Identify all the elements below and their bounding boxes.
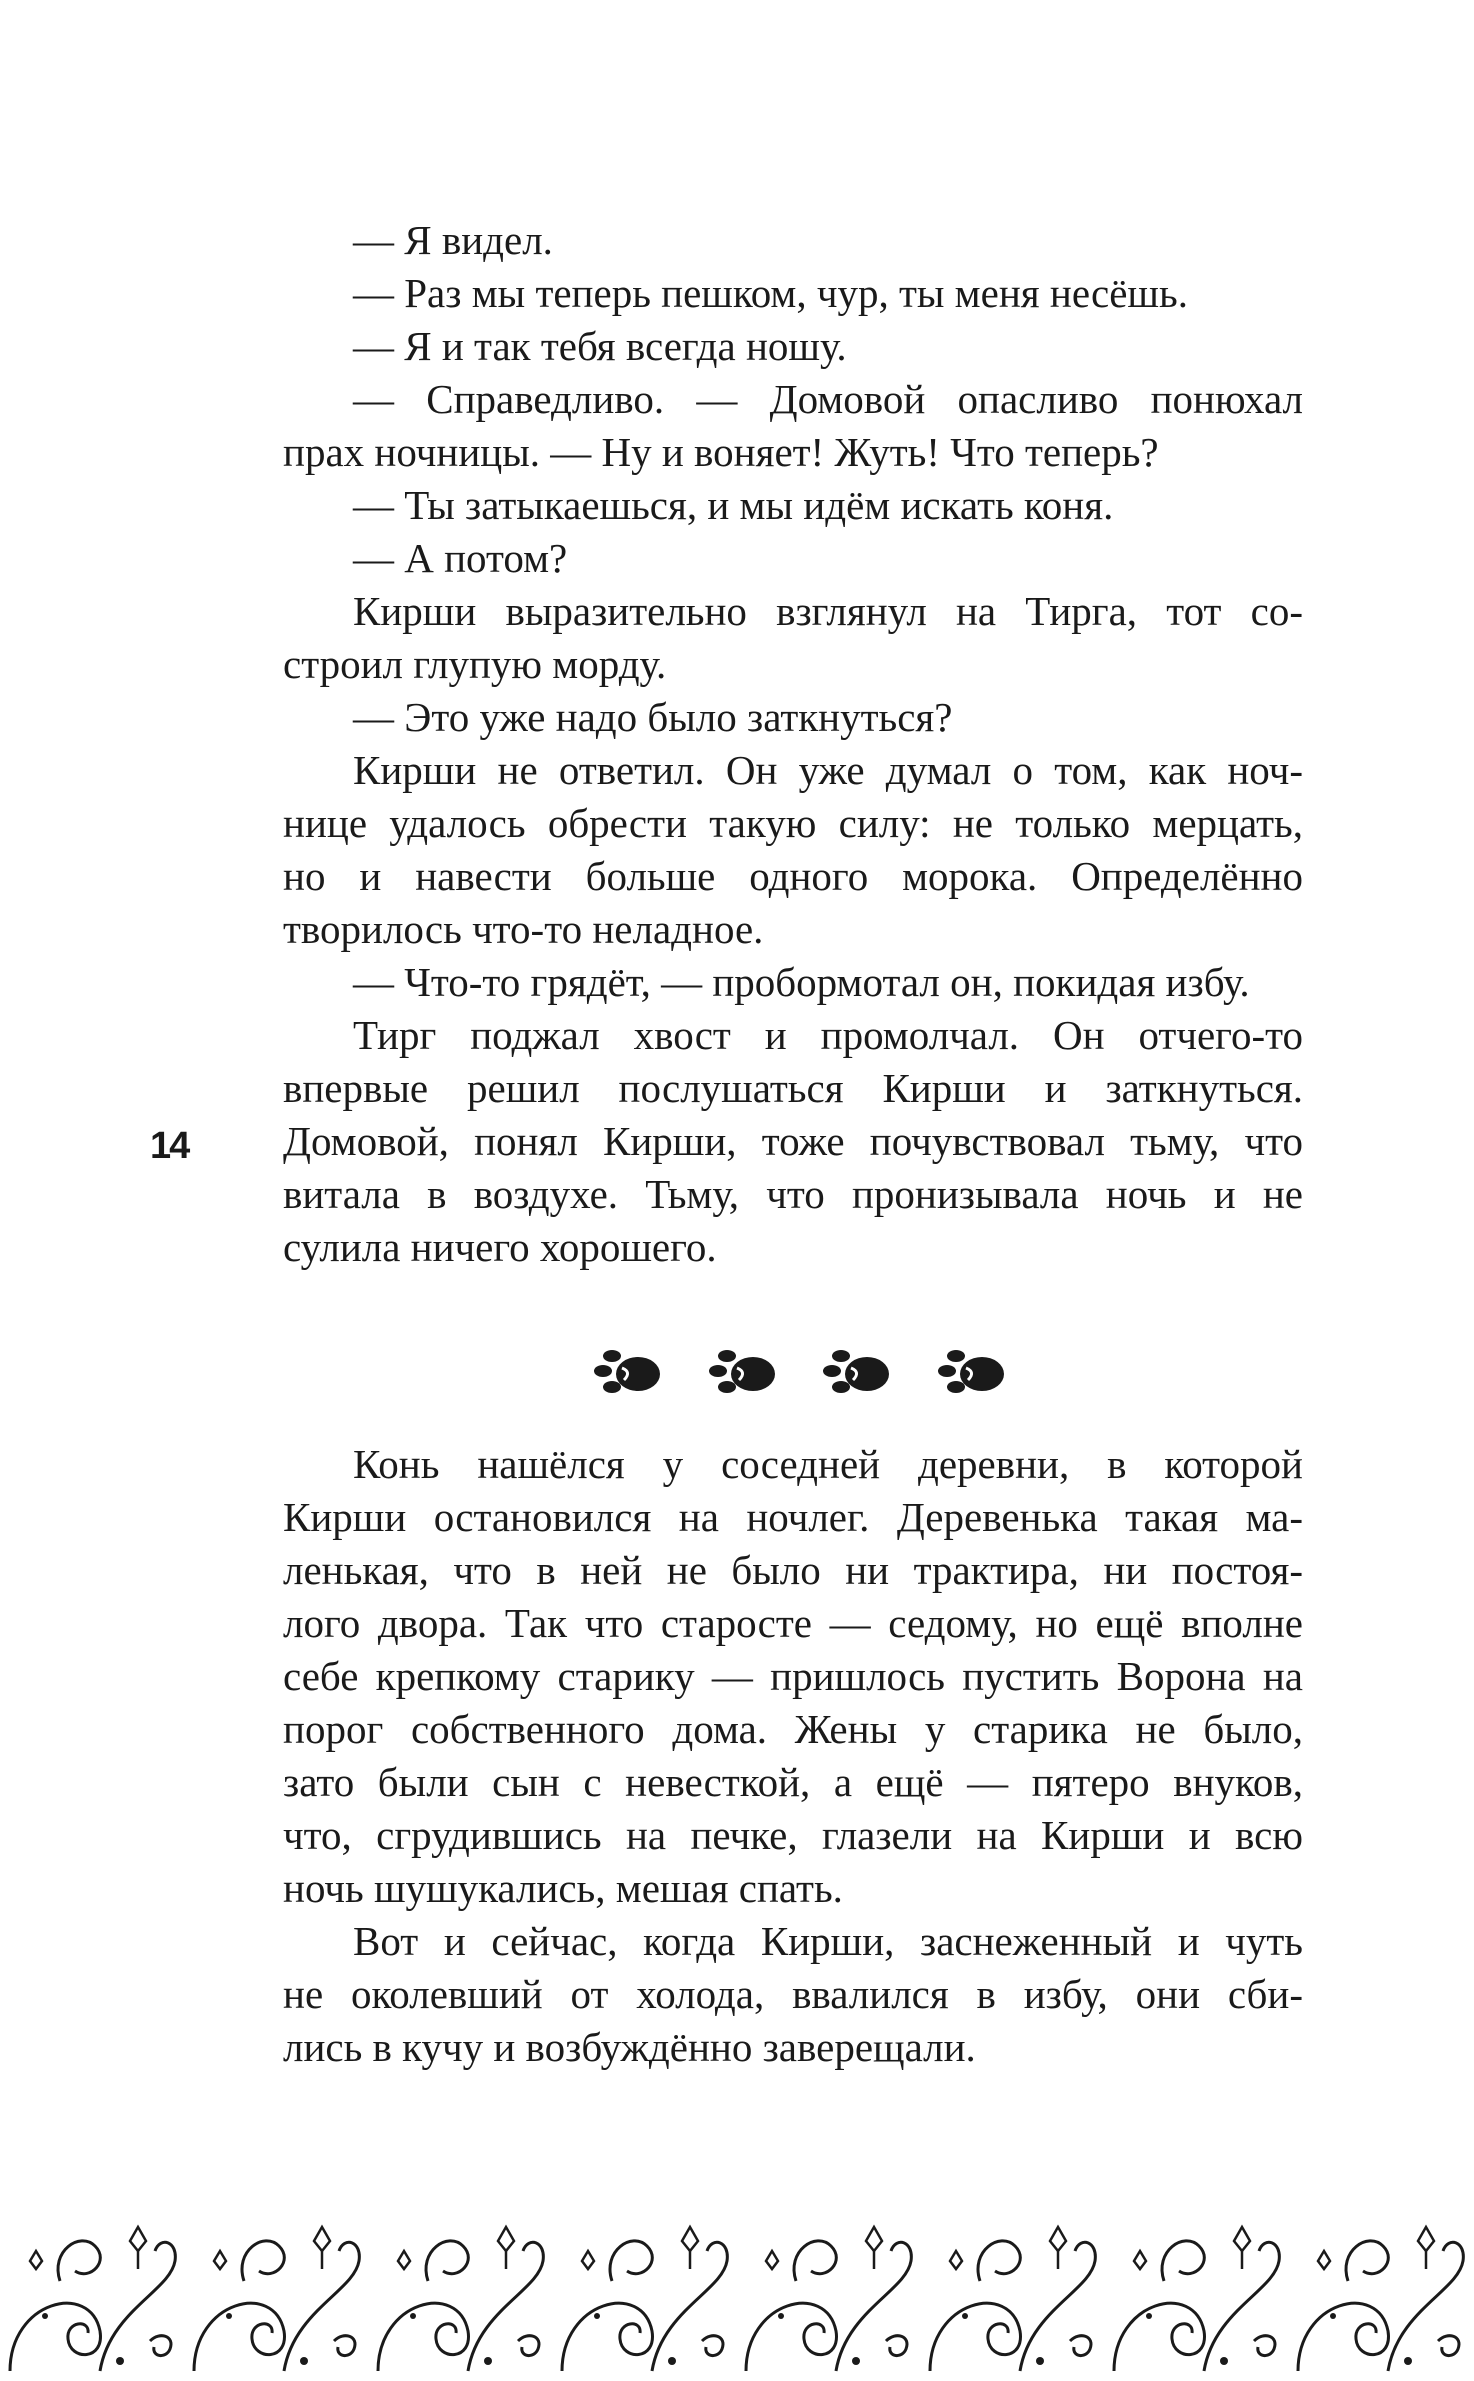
- page-number: 14: [150, 1125, 189, 1167]
- paragraph: [283, 1009, 1303, 1274]
- paragraph: [283, 479, 1303, 532]
- text-line: не околевший от холода, ввалился в избу, они сби-: [283, 1971, 1303, 2017]
- text-line: что, сгрудившись на печке, глазели на Кирши и всю: [283, 1812, 1303, 1858]
- text-line: Кирши не ответил. Он уже думал о том, как ноч-: [353, 747, 1303, 793]
- text-block-top: [283, 214, 1303, 1274]
- paragraph: [283, 744, 1303, 956]
- floral-ornament-border: [0, 2221, 1474, 2381]
- paw-print-icon: [590, 1344, 666, 1396]
- text-line: Тирг поджал хвост и промолчал. Он отчего-то: [353, 1012, 1303, 1058]
- text-line: — А потом?: [353, 535, 568, 581]
- text-line: Вот и сейчас, когда Кирши, заснеженный и чуть: [353, 1918, 1303, 1964]
- text-line: Конь нашёлся у соседней деревни, в которой: [353, 1441, 1303, 1487]
- paragraph: [283, 1915, 1303, 2074]
- text-line: — Что-то грядёт, — пробормотал он, покидая избу.: [353, 959, 1250, 1005]
- paragraph: [283, 214, 1303, 267]
- text-line: Кирши остановился на ночлег. Деревенька такая ма-: [283, 1494, 1303, 1540]
- text-line: Домовой, понял Кирши, тоже почувствовал тьму, что: [283, 1118, 1303, 1164]
- paw-print-icon: [705, 1344, 781, 1396]
- text-line: — Справедливо. — Домовой опасливо понюхал: [353, 376, 1303, 422]
- text-line: ленькая, что в ней не было ни трактира, ни постоя-: [283, 1547, 1303, 1593]
- text-line: Кирши выразительно взглянул на Тирга, тот со-: [353, 588, 1303, 634]
- text-line: нице удалось обрести такую силу: не только мерцать,: [283, 800, 1303, 846]
- paragraph: [283, 267, 1303, 320]
- text-line: — Я и так тебя всегда ношу.: [353, 323, 847, 369]
- text-line: — Я видел.: [353, 217, 553, 263]
- text-line: сулила ничего хорошего.: [283, 1224, 717, 1270]
- text-line: впервые решил послушаться Кирши и заткнуться.: [283, 1065, 1303, 1111]
- text-line: строил глупую морду.: [283, 641, 667, 687]
- text-line: порог собственного дома. Жены у старика не было,: [283, 1706, 1303, 1752]
- paragraph: [283, 585, 1303, 691]
- paw-print-icon: [819, 1344, 895, 1396]
- paragraph: [283, 373, 1303, 479]
- text-line: витала в воздухе. Тьму, что пронизывала ночь и не: [283, 1171, 1303, 1217]
- text-line: лого двора. Так что старосте — седому, но ещё вполне: [283, 1600, 1303, 1646]
- text-line: — Раз мы теперь пешком, чур, ты меня несёшь.: [353, 270, 1188, 316]
- text-line: — Это уже надо было заткнуться?: [353, 694, 953, 740]
- text-line: но и навести больше одного морока. Определённо: [283, 853, 1303, 899]
- text-line: ночь шушукались, мешая спать.: [283, 1865, 843, 1911]
- text-line: зато были сын с невесткой, а ещё — пятеро внуков,: [283, 1759, 1303, 1805]
- paragraph: [283, 1438, 1303, 1915]
- section-divider: [590, 1340, 1010, 1400]
- text-line: лись в кучу и возбуждённо заверещали.: [283, 2024, 976, 2070]
- text-line: прах ночницы. — Ну и воняет! Жуть! Что теперь?: [283, 429, 1159, 475]
- paw-print-icon: [934, 1344, 1010, 1396]
- text-line: себе крепкому старику — пришлось пустить Ворона на: [283, 1653, 1303, 1699]
- text-line: творилось что-то неладное.: [283, 906, 764, 952]
- paragraph: [283, 320, 1303, 373]
- paragraph: [283, 956, 1303, 1009]
- paragraph: [283, 691, 1303, 744]
- text-line: — Ты затыкаешься, и мы идём искать коня.: [353, 482, 1114, 528]
- text-block-bottom: [283, 1438, 1303, 2074]
- paragraph: [283, 532, 1303, 585]
